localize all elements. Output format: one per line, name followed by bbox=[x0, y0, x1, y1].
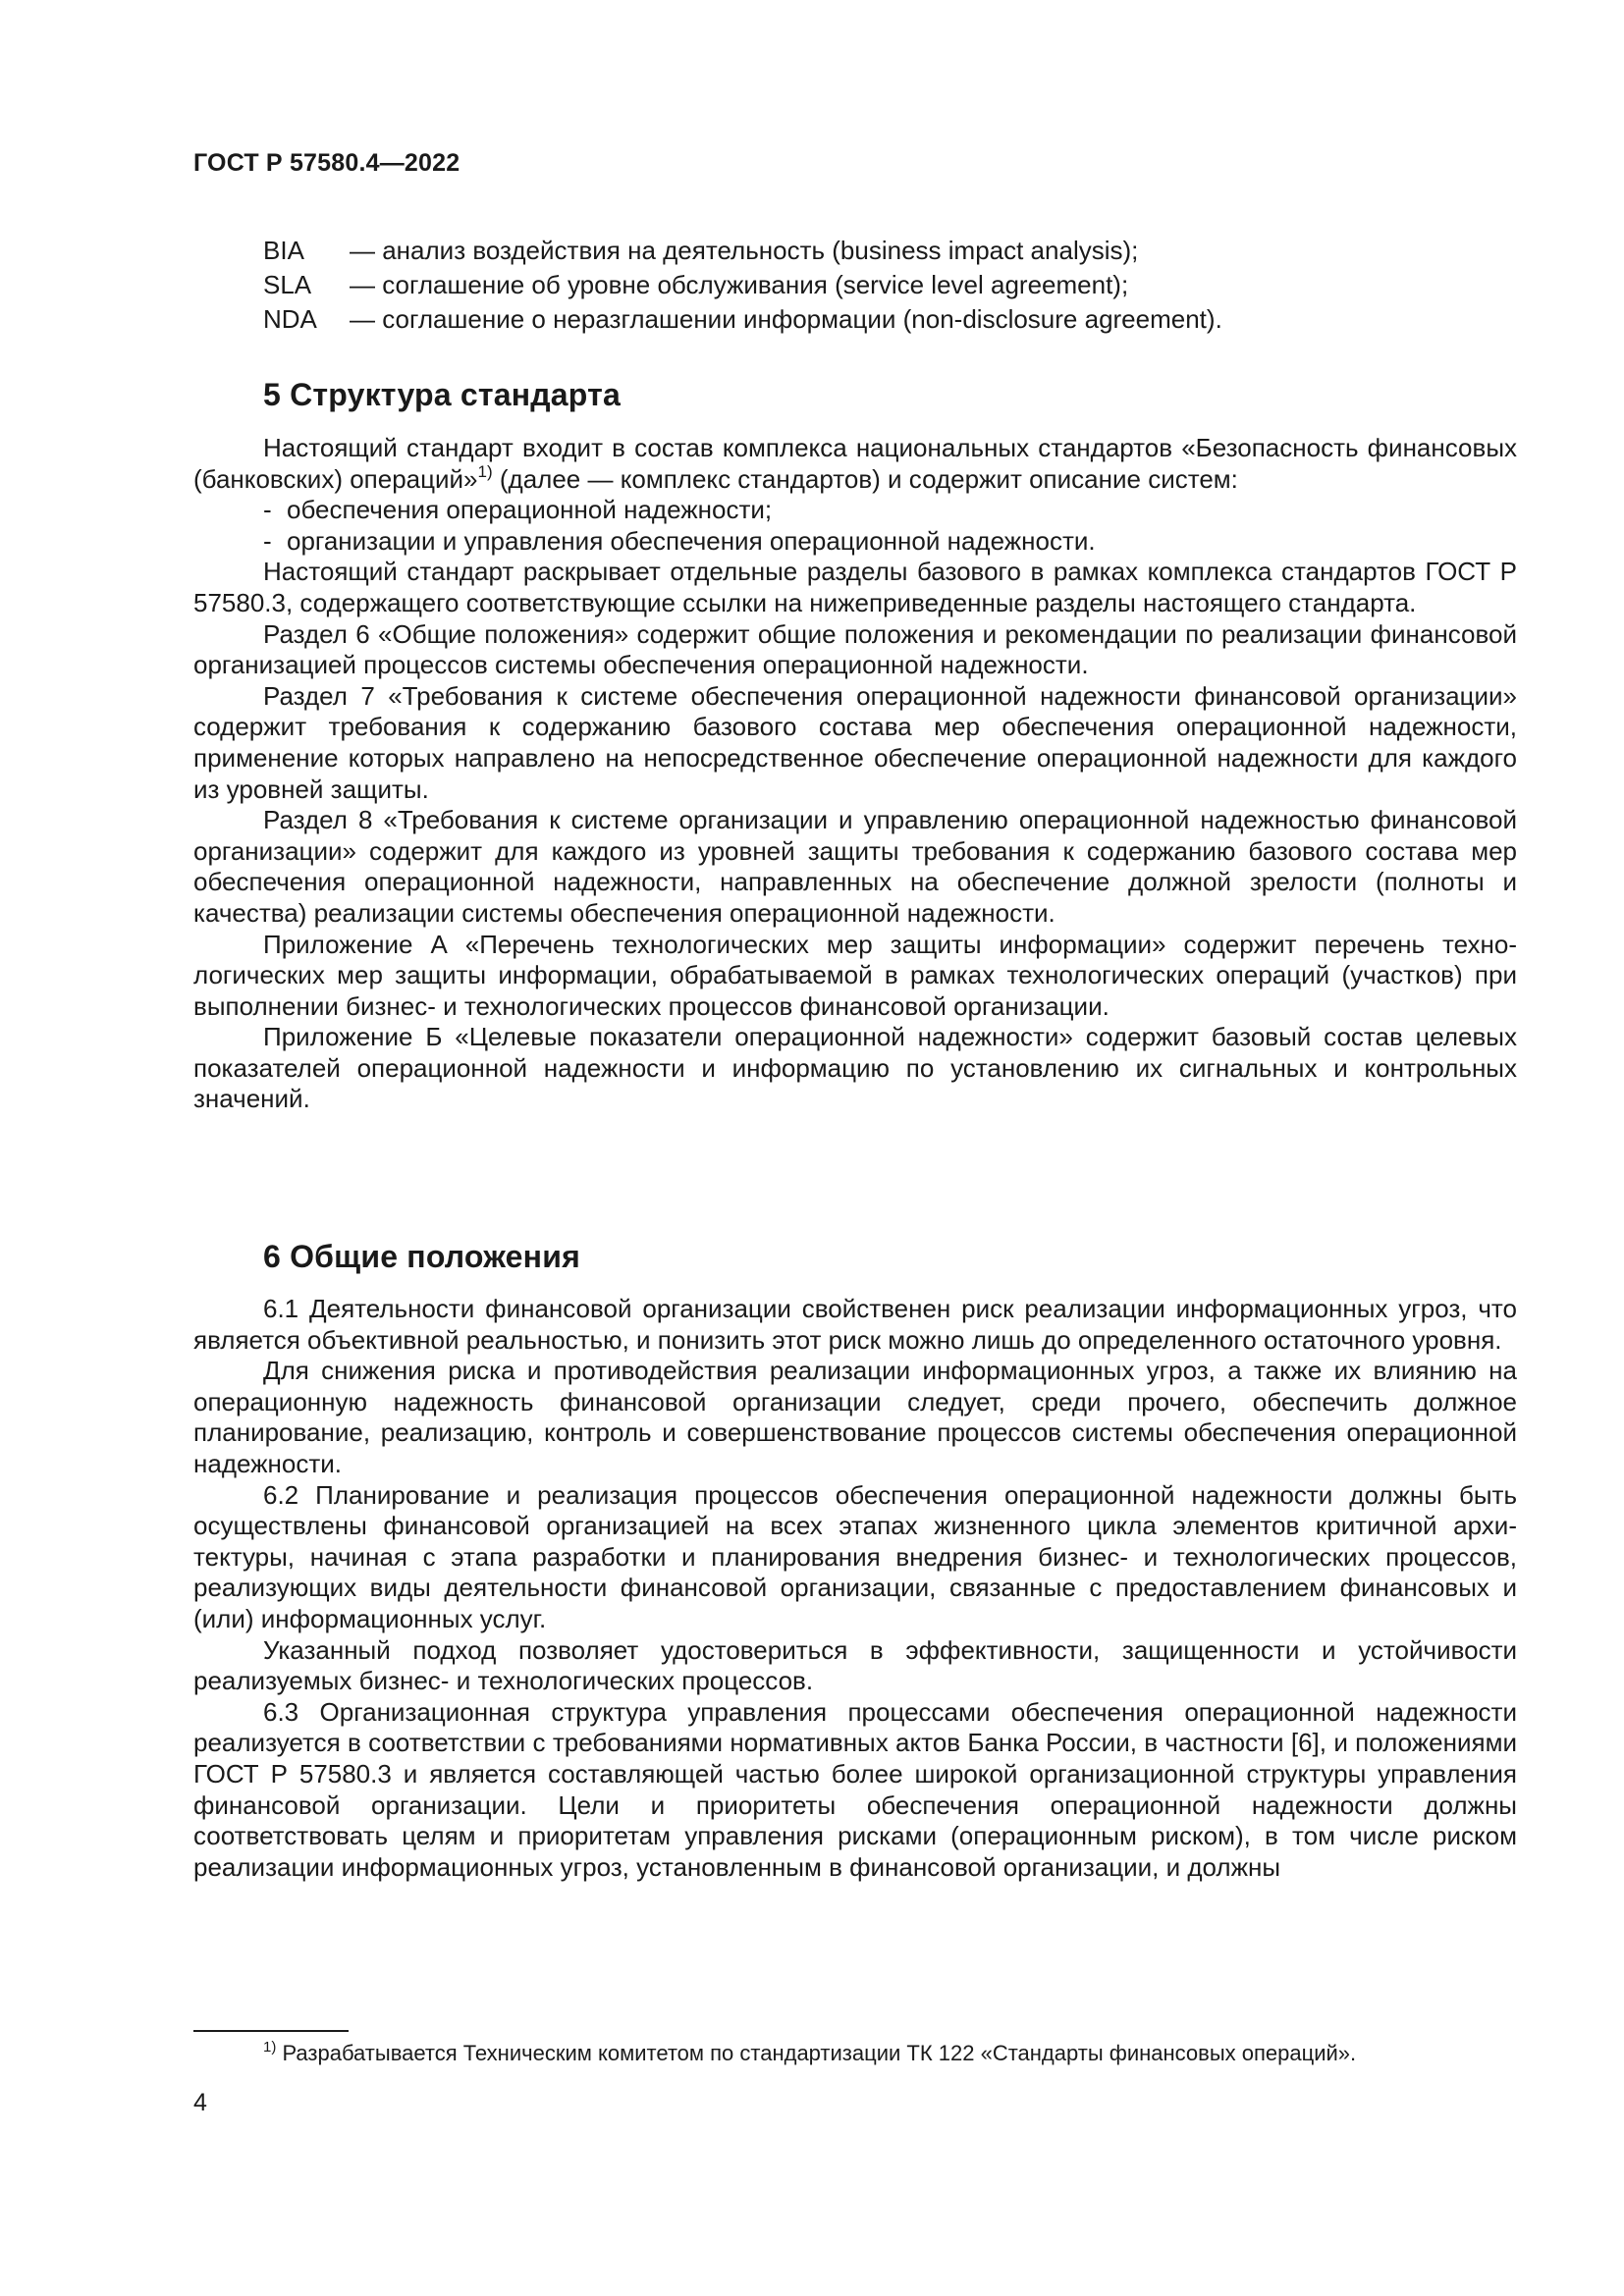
document-header: ГОСТ Р 57580.4—2022 bbox=[193, 149, 460, 177]
abbreviation-row bbox=[263, 268, 1222, 302]
footnote bbox=[263, 2040, 1520, 2067]
paragraph-text: Настоящий стандарт входит в состав комплекса национальных стандартов «Безопасность финансовых (банковских) операций» bbox=[193, 433, 1517, 494]
list-marker: - bbox=[263, 525, 272, 556]
abbreviation-term: BIA bbox=[263, 236, 304, 265]
footnote-text: Разрабатывается Техническим комитетом по стандартизации ТК 122 «Стандарты финансовых операций». bbox=[282, 2041, 1357, 2065]
footnote-reference[interactable]: 1) bbox=[477, 461, 493, 481]
paragraph: Раздел 7 «Требования к системе обеспечения операционной надежности финансовой организации» содержит требования к содержанию базового состава мер обеспечения операционной надежности, применение которых направлено на непосредственное обеспечение операционной надежности для каждого из уровней защиты. bbox=[193, 680, 1517, 804]
abbreviation-row bbox=[263, 234, 1222, 268]
paragraph: 6.2 Планирование и реализация процессов обеспечения операционной надежности должны быть осуществлены финансовой организацией на всех этапах жизненного цикла элементов критичной архитектуры, начиная с этапа разработки и планирования внедрения бизнес- и технологических процессов, реализующих виды деятельности финансовой организации, связанные с предоставлением финансовых и (или) информационных услуг. bbox=[193, 1479, 1517, 1633]
section-5-body bbox=[193, 433, 1517, 1115]
abbreviation-definition: — соглашение о неразглашении информации (non-disclosure agreement). bbox=[350, 304, 1222, 334]
paragraph bbox=[193, 433, 1517, 495]
section-6-body bbox=[193, 1294, 1517, 1883]
paragraph: Приложение Б «Целевые показатели операционной надежности» содержит базовый состав целевых показателей операционной надежности и информацию по установлению их сигнальных и контрольных значений. bbox=[193, 1022, 1517, 1114]
paragraph: 6.1 Деятельности финансовой организации свойственен риск реализации информационных угроз, что является объективной реальностью, и понизить этот риск можно лишь до определенного остаточного уровня. bbox=[193, 1294, 1517, 1355]
abbreviation-term: NDA bbox=[263, 304, 317, 334]
abbreviation-row bbox=[263, 302, 1222, 337]
abbreviation-term: SLA bbox=[263, 270, 312, 299]
paragraph: Для снижения риска и противодействия реализации информационных угроз, а также их влиянию на операционную надежность финансовой организации следует, среди прочего, обеспечить должное планирование, реализацию, контроль и совершенствование процессов системы обеспечения операционной надежности. bbox=[193, 1356, 1517, 1478]
paragraph: 6.3 Организационная структура управления процессами обеспечения операционной надежности реализуется в соответствии с требованиями нормативных актов Банка России, в частности [6], и положениями ГОСТ Р 57580.3 и является составляющей частью более широкой организационной структуры управления финансовой организации. Цели и приоритеты обеспечения операционной надежности должны соответствовать целям и приоритетам управления рисками (операционным риском), в том числе риском реализации информационных угроз, установленным в финансовой организации, и должны bbox=[193, 1696, 1517, 1882]
footnote-divider bbox=[193, 2030, 349, 2032]
footnote-marker: 1) bbox=[263, 2039, 277, 2056]
list-item bbox=[193, 495, 1517, 526]
abbreviation-definition: — анализ воздействия на деятельность (business impact analysis); bbox=[350, 236, 1139, 265]
paragraph-text: (далее — комплекс стандартов) и содержит описание систем: bbox=[492, 463, 1238, 494]
paragraph: Указанный подход позволяет удостовериться в эффективности, защищенности и устойчивости реализуемых бизнес- и технологических процессов. bbox=[193, 1634, 1517, 1696]
list-item-text: организации и управления обеспечения операционной надежности. bbox=[287, 525, 1096, 556]
section-6-title: 6 Общие положения bbox=[263, 1239, 580, 1274]
abbreviation-list bbox=[263, 234, 1222, 337]
page-number: 4 bbox=[193, 2089, 207, 2116]
paragraph: Приложение А «Перечень технологических мер защиты информации» содержит перечень технологических мер защиты информации, обрабатываемой в рамках технологических операций (участков) при выполнении бизнес- и технологических процессов финансовой организации. bbox=[193, 929, 1517, 1021]
paragraph: Настоящий стандарт раскрывает отдельные разделы базового в рамках комплекса стандартов ГОСТ Р 57580.3, содержащего соответствующие ссылки на нижеприведенные разделы настоящего стандарта. bbox=[193, 557, 1517, 617]
abbreviation-definition: — соглашение об уровне обслуживания (service level agreement); bbox=[350, 270, 1129, 299]
list-item bbox=[193, 526, 1517, 558]
list-item-text: обеспечения операционной надежности; bbox=[287, 495, 773, 525]
list-marker: - bbox=[263, 495, 272, 525]
section-5-title: 5 Структура стандарта bbox=[263, 377, 621, 412]
paragraph: Раздел 8 «Требования к системе организации и управлению операционной надежностью финансовой организации» содержит для каждого из уровней защиты требования к содержанию базового состава мер обеспечения операционной надежности, направленных на обеспечение должной зрелости (полноты и качества) реализации системы обеспечения операционной надежности. bbox=[193, 805, 1517, 928]
paragraph: Раздел 6 «Общие положения» содержит общие положения и рекомендации по реализации финансовой организацией процессов системы обеспечения операционной надежности. bbox=[193, 618, 1517, 680]
